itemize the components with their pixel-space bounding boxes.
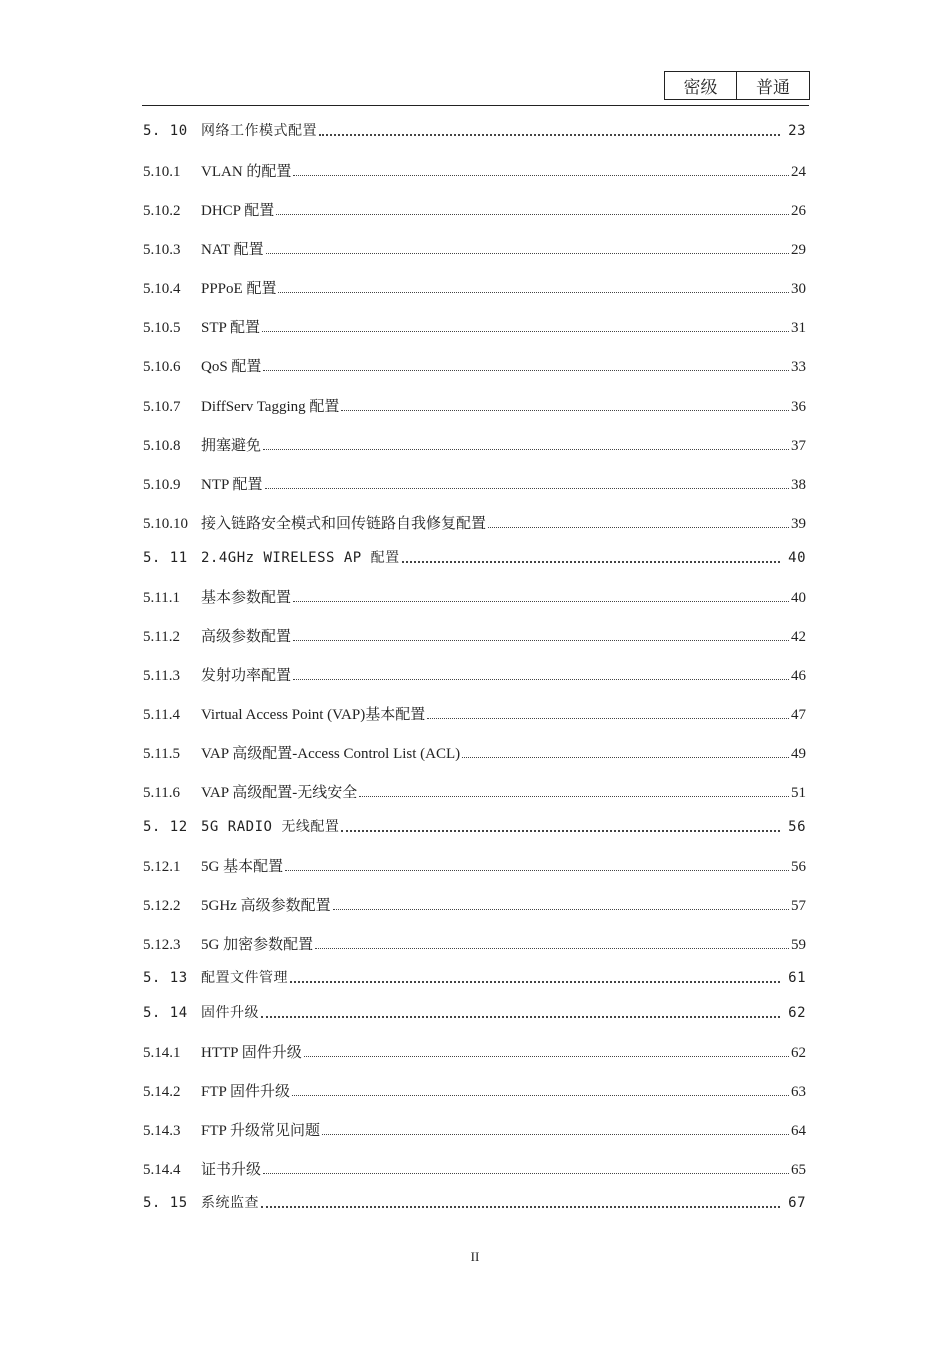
toc-entry-page: 40: [788, 550, 806, 566]
toc-entry[interactable]: [143, 1158, 806, 1179]
toc-entry-number: 5. 13: [143, 970, 188, 986]
toc-dot-leader: [293, 640, 789, 641]
toc-entry[interactable]: [143, 1192, 806, 1212]
toc-entry-page: 62: [791, 1045, 806, 1061]
toc-dot-leader: [315, 948, 789, 949]
toc-dot-leader: [341, 410, 789, 411]
toc-entry[interactable]: [143, 120, 806, 140]
toc-dot-leader: [341, 830, 780, 832]
toc-entry-number: 5.12.2: [143, 898, 181, 914]
toc-entry-number: 5.10.2: [143, 203, 181, 219]
toc-entry-number: 5. 15: [143, 1195, 188, 1211]
toc-entry-number: 5.11.1: [143, 590, 180, 606]
toc-entry-title: NTP 配置: [201, 477, 263, 493]
toc-entry-number: 5.10.7: [143, 399, 181, 415]
toc-entry[interactable]: [143, 742, 806, 763]
toc-dot-leader: [488, 527, 789, 528]
toc-entry-title: Virtual Access Point (VAP)基本配置: [201, 707, 426, 723]
toc-entry-title: DHCP 配置: [201, 203, 275, 219]
toc-dot-leader: [263, 1173, 789, 1174]
toc-dot-leader: [263, 449, 789, 450]
toc-entry-title: 固件升级: [201, 1005, 259, 1021]
toc-entry-page: 57: [791, 898, 806, 914]
toc-entry-title: 5G 基本配置: [201, 859, 284, 875]
toc-entry-title: FTP 升级常见问题: [201, 1123, 321, 1139]
toc-entry[interactable]: [143, 355, 806, 376]
toc-entry-number: 5.10.6: [143, 359, 181, 375]
toc-entry[interactable]: [143, 967, 806, 987]
toc-dot-leader: [427, 718, 789, 719]
toc-entry[interactable]: [143, 933, 806, 954]
classification-label: 密级: [665, 72, 737, 99]
toc-entry-title: 2.4GHz WIRELESS AP 配置: [201, 550, 400, 566]
toc-entry-page: 56: [791, 859, 806, 875]
toc-entry-number: 5.14.1: [143, 1045, 181, 1061]
toc-entry-page: 40: [791, 590, 806, 606]
toc-dot-leader: [290, 981, 780, 983]
toc-entry[interactable]: [143, 1041, 806, 1062]
toc-dot-leader: [261, 1206, 780, 1208]
toc-entry-number: 5. 12: [143, 819, 188, 835]
toc-entry-title: DiffServ Tagging 配置: [201, 399, 340, 415]
toc-entry-number: 5.10.3: [143, 242, 181, 258]
toc-dot-leader: [285, 870, 789, 871]
toc-entry[interactable]: [143, 277, 806, 298]
toc-dot-leader: [359, 796, 789, 797]
toc-dot-leader: [402, 561, 780, 563]
toc-dot-leader: [293, 679, 789, 680]
toc-entry-title: 配置文件管理: [201, 970, 288, 986]
toc-entry-title: 基本参数配置: [201, 590, 292, 606]
toc-entry-page: 31: [791, 320, 806, 336]
classification-box: [664, 71, 810, 100]
page-number: II: [470, 1249, 480, 1264]
toc-entry[interactable]: [143, 664, 806, 685]
toc-entry-page: 24: [791, 164, 806, 180]
toc-dot-leader: [262, 331, 789, 332]
toc-entry-number: 5.10.8: [143, 438, 181, 454]
toc-entry-number: 5.14.4: [143, 1162, 181, 1178]
toc-dot-leader: [304, 1056, 789, 1057]
toc-entry-page: 59: [791, 937, 806, 953]
toc-dot-leader: [261, 1016, 780, 1018]
toc-entry-page: 67: [788, 1195, 806, 1211]
toc-entry-number: 5. 11: [143, 550, 188, 566]
toc-entry-page: 64: [791, 1123, 806, 1139]
toc-entry-page: 36: [791, 399, 806, 415]
toc-entry[interactable]: [143, 547, 806, 567]
toc-entry-title: QoS 配置: [201, 359, 262, 375]
toc-entry-page: 61: [788, 970, 806, 986]
toc-entry-page: 30: [791, 281, 806, 297]
toc-entry-number: 5.12.3: [143, 937, 181, 953]
toc-dot-leader: [266, 253, 789, 254]
toc-entry-title: 发射功率配置: [201, 668, 292, 684]
toc-entry-title: PPPoE 配置: [201, 281, 277, 297]
toc-entry-title: 5G 加密参数配置: [201, 937, 314, 953]
toc-entry-number: 5. 14: [143, 1005, 188, 1021]
toc-entry-page: 38: [791, 477, 806, 493]
toc-dot-leader: [462, 757, 789, 758]
toc-entry-page: 23: [788, 123, 806, 139]
toc-entry-title: STP 配置: [201, 320, 261, 336]
toc-entry[interactable]: [143, 316, 806, 337]
toc-entry[interactable]: [143, 586, 806, 607]
toc-entry-title: 5GHz 高级参数配置: [201, 898, 331, 914]
toc-entry[interactable]: [143, 473, 806, 494]
toc-entry-title: VAP 高级配置-Access Control List (ACL): [201, 746, 461, 762]
toc-entry-page: 37: [791, 438, 806, 454]
toc-entry-page: 47: [791, 707, 806, 723]
toc-entry-number: 5.12.1: [143, 859, 181, 875]
toc-entry-number: 5.11.6: [143, 785, 180, 801]
toc-dot-leader: [276, 214, 789, 215]
toc-entry[interactable]: [143, 1002, 806, 1022]
toc-entry-title: 5G RADIO 无线配置: [201, 819, 340, 835]
toc-entry-page: 51: [791, 785, 806, 801]
toc-entry-page: 29: [791, 242, 806, 258]
toc-entry-page: 63: [791, 1084, 806, 1100]
toc-entry-number: 5.11.3: [143, 668, 180, 684]
toc-entry[interactable]: [143, 625, 806, 646]
toc-entry[interactable]: [143, 434, 806, 455]
toc-entry[interactable]: [143, 395, 806, 416]
toc-entry[interactable]: [143, 1119, 806, 1140]
toc-entry-number: 5.10.9: [143, 477, 181, 493]
toc-entry-number: 5.11.2: [143, 629, 180, 645]
toc-dot-leader: [265, 488, 789, 489]
toc-dot-leader: [278, 292, 789, 293]
toc-entry-number: 5. 10: [143, 123, 188, 139]
classification-value: 普通: [756, 78, 790, 98]
toc-entry-title: 证书升级: [201, 1162, 262, 1178]
toc-entry-number: 5.10.4: [143, 281, 181, 297]
toc-entry-number: 5.10.5: [143, 320, 181, 336]
toc-entry-page: 42: [791, 629, 806, 645]
toc-entry[interactable]: [143, 1080, 806, 1101]
toc-entry-title: HTTP 固件升级: [201, 1045, 302, 1061]
toc-entry-page: 39: [791, 516, 806, 532]
toc-entry[interactable]: [143, 238, 806, 259]
toc-entry-page: 26: [791, 203, 806, 219]
toc-entry[interactable]: [143, 160, 806, 181]
toc-entry-page: 46: [791, 668, 806, 684]
toc-entry[interactable]: [143, 781, 806, 802]
toc-entry-title: 系统监查: [201, 1195, 259, 1211]
toc-entry-title: 高级参数配置: [201, 629, 292, 645]
toc-dot-leader: [293, 601, 789, 602]
toc-dot-leader: [292, 1095, 789, 1096]
toc-entry-page: 56: [788, 819, 806, 835]
toc-entry[interactable]: [143, 199, 806, 220]
toc-entry-title: VLAN 的配置: [201, 164, 292, 180]
toc-dot-leader: [263, 370, 789, 371]
toc-entry-number: 5.14.2: [143, 1084, 181, 1100]
toc-entry[interactable]: [143, 894, 806, 915]
toc-entry-page: 65: [791, 1162, 806, 1178]
toc-entry-title: 接入链路安全模式和回传链路自我修复配置: [201, 516, 487, 532]
toc-dot-leader: [293, 175, 789, 176]
toc-entry-title: VAP 高级配置-无线安全: [201, 785, 358, 801]
toc-entry[interactable]: [143, 816, 806, 836]
toc-entry[interactable]: [143, 512, 806, 533]
toc-dot-leader: [322, 1134, 789, 1135]
toc-entry[interactable]: [143, 703, 806, 724]
toc-entry-number: 5.14.3: [143, 1123, 181, 1139]
header-rule: [142, 105, 809, 106]
toc-entry-number: 5.11.5: [143, 746, 180, 762]
toc-entry-number: 5.10.10: [143, 516, 188, 532]
toc-entry-title: FTP 固件升级: [201, 1084, 291, 1100]
toc-entry[interactable]: [143, 855, 806, 876]
toc-entry-page: 62: [788, 1005, 806, 1021]
toc-dot-leader: [333, 909, 789, 910]
toc-entry-number: 5.10.1: [143, 164, 181, 180]
toc-entry-title: 网络工作模式配置: [201, 123, 317, 139]
toc-entry-number: 5.11.4: [143, 707, 180, 723]
toc-entry-title: NAT 配置: [201, 242, 264, 258]
toc-entry-page: 49: [791, 746, 806, 762]
toc-dot-leader: [319, 134, 780, 136]
toc-entry-title: 拥塞避免: [201, 438, 262, 454]
toc-entry-page: 33: [791, 359, 806, 375]
